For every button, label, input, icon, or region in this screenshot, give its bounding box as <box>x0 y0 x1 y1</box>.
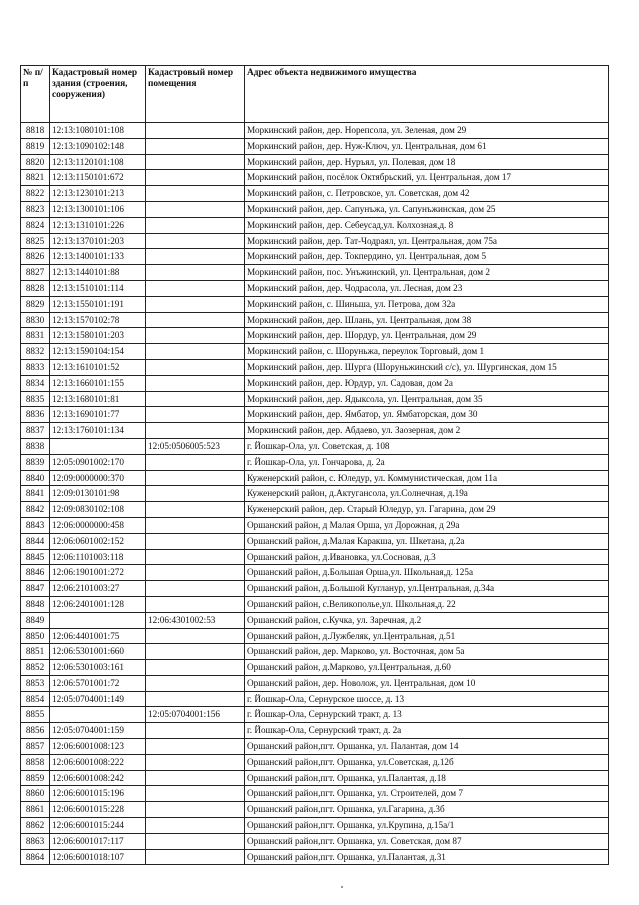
cell-num: 8842 <box>21 502 50 518</box>
cell-num: 8848 <box>21 596 50 612</box>
cell-address: г. Йошкар-Ола, ул. Гончарова, д. 2а <box>245 454 609 470</box>
table-row <box>21 754 609 770</box>
table-row <box>21 138 609 154</box>
cell-address: Оршанский район,пгт. Оршанка, ул.Крупина, д.15а/1 <box>245 818 609 834</box>
cell-num: 8846 <box>21 565 50 581</box>
cell-num: 8840 <box>21 470 50 486</box>
table-row <box>21 296 609 312</box>
cell-num: 8845 <box>21 549 50 565</box>
table-row <box>21 818 609 834</box>
cell-num: 8831 <box>21 328 50 344</box>
cell-address: Оршанский район, д Малая Орша, ул Дорожная, д 29а <box>245 517 609 533</box>
cell-room-cadastral <box>146 375 245 391</box>
cell-address: Моркинский район, посёлок Октябрьский, ул. Центральная, дом 17 <box>245 170 609 186</box>
cell-address: Моркинский район, дер. Чодрасола, ул. Лесная, дом 23 <box>245 280 609 296</box>
cell-num: 8847 <box>21 581 50 597</box>
cell-num: 8844 <box>21 533 50 549</box>
cell-address: Моркинский район, дер. Токпердино, ул. Центральная, дом 5 <box>245 249 609 265</box>
cell-room-cadastral <box>146 454 245 470</box>
cell-num: 8833 <box>21 359 50 375</box>
cell-num: 8834 <box>21 375 50 391</box>
cell-room-cadastral <box>146 660 245 676</box>
table-row <box>21 770 609 786</box>
cell-address: г. Йошкар-Ола, ул. Советская, д. 108 <box>245 438 609 454</box>
cell-address: Оршанский район, д.Марково, ул.Центральная, д.60 <box>245 660 609 676</box>
table-row <box>21 628 609 644</box>
cell-room-cadastral <box>146 754 245 770</box>
cell-address: Моркинский район, дер. Норепсола, ул. Зеленая, дом 29 <box>245 123 609 139</box>
cell-room-cadastral <box>146 533 245 549</box>
table-row <box>21 359 609 375</box>
cell-room-cadastral <box>146 328 245 344</box>
cell-room-cadastral <box>146 565 245 581</box>
cell-address: Моркинский район, дер. Тат-Чодраял, ул. Центральная, дом 75а <box>245 233 609 249</box>
cell-num: 8825 <box>21 233 50 249</box>
cell-address: г. Йошкар-Ола, Сернурский тракт, д. 13 <box>245 707 609 723</box>
cell-num: 8820 <box>21 154 50 170</box>
cell-building-cadastral: 12:13:1080101:108 <box>50 123 146 139</box>
cell-address: Моркинский район, дер. Ядыксола, ул. Центральная, дом 35 <box>245 391 609 407</box>
cell-building-cadastral: 12:06:2101003:27 <box>50 581 146 597</box>
table-row <box>21 280 609 296</box>
cell-num: 8862 <box>21 818 50 834</box>
cell-address: Оршанский район, дер. Марково, ул. Восточная, дом 5а <box>245 644 609 660</box>
cell-address: Моркинский район, с. Шоруньжа, переулок Торговый, дом 1 <box>245 344 609 360</box>
cell-room-cadastral <box>146 280 245 296</box>
cell-address: Оршанский район,пгт. Оршанка, ул. Советская, дом 87 <box>245 833 609 849</box>
cell-num: 8856 <box>21 723 50 739</box>
cell-room-cadastral <box>146 644 245 660</box>
cell-num: 8838 <box>21 438 50 454</box>
scan-speck <box>341 886 343 888</box>
cell-building-cadastral: 12:13:1660101:155 <box>50 375 146 391</box>
cell-building-cadastral: 12:06:6001008:222 <box>50 754 146 770</box>
cell-building-cadastral: 12:06:1901001:272 <box>50 565 146 581</box>
table-row <box>21 533 609 549</box>
cell-num: 8832 <box>21 344 50 360</box>
cell-num: 8841 <box>21 486 50 502</box>
cell-address: Куженерский район, дер. Старый Юледур, ул. Гагарина, дом 29 <box>245 502 609 518</box>
cell-num: 8858 <box>21 754 50 770</box>
table-row <box>21 438 609 454</box>
table-row <box>21 233 609 249</box>
cell-room-cadastral <box>146 265 245 281</box>
table-row <box>21 217 609 233</box>
table-row <box>21 170 609 186</box>
cell-building-cadastral: 12:13:1120101:108 <box>50 154 146 170</box>
cell-address: Моркинский район, пос. Унъжинский, ул. Центральная, дом 2 <box>245 265 609 281</box>
cell-num: 8849 <box>21 612 50 628</box>
cell-building-cadastral: 12:06:6001008:242 <box>50 770 146 786</box>
header-row <box>21 66 609 123</box>
cell-address: Моркинский район, дер. Нуръял, ул. Полевая, дом 18 <box>245 154 609 170</box>
table-row <box>21 581 609 597</box>
table-row <box>21 723 609 739</box>
cell-building-cadastral: 12:06:6001008:123 <box>50 739 146 755</box>
cell-address: Оршанский район,пгт. Оршанка, ул.Палантая, д.18 <box>245 770 609 786</box>
table-row <box>21 691 609 707</box>
cell-address: Моркинский район, дер. Ямбатор, ул. Ямбаторская, дом 30 <box>245 407 609 423</box>
cell-address: г. Йошкар-Ола, Сернурский тракт, д. 2а <box>245 723 609 739</box>
cell-building-cadastral: 12:13:1690101:77 <box>50 407 146 423</box>
cell-address: Оршанский район, д.Малая Каракша, ул. Шкетана, д.2а <box>245 533 609 549</box>
table-row <box>21 186 609 202</box>
cell-room-cadastral <box>146 296 245 312</box>
cell-building-cadastral: 12:06:4401001:75 <box>50 628 146 644</box>
table-row <box>21 739 609 755</box>
table-row <box>21 644 609 660</box>
cell-building-cadastral: 12:05:0901002:170 <box>50 454 146 470</box>
cell-building-cadastral: 12:06:1101003:118 <box>50 549 146 565</box>
cell-address: Куженерский район, с. Юледур, ул. Коммунистическая, дом 11а <box>245 470 609 486</box>
cell-building-cadastral: 12:09:0130101:98 <box>50 486 146 502</box>
cell-building-cadastral: 12:13:1300101:106 <box>50 201 146 217</box>
table-row <box>21 312 609 328</box>
cell-room-cadastral <box>146 233 245 249</box>
cell-room-cadastral: 12:05:0506005:523 <box>146 438 245 454</box>
cell-num: 8824 <box>21 217 50 233</box>
cell-room-cadastral <box>146 833 245 849</box>
cell-address: Моркинский район, дер. Сапунъжа, ул. Сапунъжинская, дом 25 <box>245 201 609 217</box>
cell-building-cadastral: 12:13:1680101:81 <box>50 391 146 407</box>
cell-building-cadastral: 12:06:6001015:244 <box>50 818 146 834</box>
cell-building-cadastral: 12:06:6001015:196 <box>50 786 146 802</box>
cell-building-cadastral: 12:13:1760101:134 <box>50 423 146 439</box>
cell-building-cadastral: 12:06:2401001:128 <box>50 596 146 612</box>
table-header <box>21 66 609 123</box>
cell-room-cadastral <box>146 217 245 233</box>
cell-room-cadastral <box>146 138 245 154</box>
cell-room-cadastral <box>146 359 245 375</box>
cell-building-cadastral: 12:13:1510101:114 <box>50 280 146 296</box>
cell-address: Оршанский район, д.Ивановка, ул.Сосновая, д.3 <box>245 549 609 565</box>
cell-room-cadastral: 12:06:4301002:53 <box>146 612 245 628</box>
table-row <box>21 833 609 849</box>
cell-building-cadastral: 12:13:1590104:154 <box>50 344 146 360</box>
cell-num: 8864 <box>21 849 50 865</box>
cell-building-cadastral <box>50 707 146 723</box>
cell-building-cadastral: 12:13:1570102:78 <box>50 312 146 328</box>
cell-num: 8821 <box>21 170 50 186</box>
cell-num: 8819 <box>21 138 50 154</box>
table-row <box>21 802 609 818</box>
table-row <box>21 565 609 581</box>
cell-building-cadastral: 12:06:5301003:161 <box>50 660 146 676</box>
cell-address: Моркинский район, дер. Шордур, ул. Центральная, дом 29 <box>245 328 609 344</box>
cell-room-cadastral <box>146 549 245 565</box>
cell-num: 8823 <box>21 201 50 217</box>
cell-room-cadastral <box>146 849 245 865</box>
cell-address: Моркинский район, дер. Нуж-Ключ, ул. Центральная, дом 61 <box>245 138 609 154</box>
cell-num: 8860 <box>21 786 50 802</box>
cell-room-cadastral <box>146 770 245 786</box>
table-row <box>21 154 609 170</box>
cell-building-cadastral: 12:05:0704001:149 <box>50 691 146 707</box>
cell-room-cadastral <box>146 517 245 533</box>
cell-room-cadastral <box>146 344 245 360</box>
table-row <box>21 612 609 628</box>
cell-building-cadastral: 12:13:1230101:213 <box>50 186 146 202</box>
cell-room-cadastral <box>146 581 245 597</box>
cell-num: 8851 <box>21 644 50 660</box>
cell-num: 8863 <box>21 833 50 849</box>
cell-building-cadastral: 12:13:1550101:191 <box>50 296 146 312</box>
cell-address: Оршанский район, д.Большая Орша,ул. Школьная,д. 125а <box>245 565 609 581</box>
cell-num: 8835 <box>21 391 50 407</box>
table-row <box>21 407 609 423</box>
cell-num: 8818 <box>21 123 50 139</box>
cell-num: 8853 <box>21 675 50 691</box>
cell-num: 8852 <box>21 660 50 676</box>
cell-room-cadastral <box>146 486 245 502</box>
cell-building-cadastral: 12:13:1370101:203 <box>50 233 146 249</box>
table-row <box>21 675 609 691</box>
cell-address: Оршанский район, д.Большой Кугланур, ул.Центральная, д.34а <box>245 581 609 597</box>
table-row <box>21 549 609 565</box>
cell-room-cadastral <box>146 470 245 486</box>
cell-address: Оршанский район,пгт. Оршанка, ул.Гагарина, д.3б <box>245 802 609 818</box>
cell-building-cadastral: 12:13:1150101:672 <box>50 170 146 186</box>
cell-room-cadastral <box>146 407 245 423</box>
cell-num: 8836 <box>21 407 50 423</box>
cell-address: Оршанский район, с.Великополье,ул. Школьная,д. 22 <box>245 596 609 612</box>
cell-room-cadastral <box>146 423 245 439</box>
cell-address: Моркинский район, с. Петровское, ул. Советская, дом 42 <box>245 186 609 202</box>
cell-address: Оршанский район, д.Лужбеляк, ул.Центральная, д.51 <box>245 628 609 644</box>
header-address: Адрес объекта недвижимого имущества <box>245 66 609 123</box>
cell-num: 8843 <box>21 517 50 533</box>
cell-room-cadastral: 12:05:0704001:156 <box>146 707 245 723</box>
cell-room-cadastral <box>146 249 245 265</box>
table-row <box>21 344 609 360</box>
table-row <box>21 249 609 265</box>
cell-num: 8855 <box>21 707 50 723</box>
table-row <box>21 265 609 281</box>
property-register-table <box>20 65 609 865</box>
cell-num: 8839 <box>21 454 50 470</box>
cell-room-cadastral <box>146 628 245 644</box>
cell-building-cadastral: 12:06:0601002:152 <box>50 533 146 549</box>
cell-address: г. Йошкар-Ола, Сернурское шоссе, д. 13 <box>245 691 609 707</box>
table-row <box>21 391 609 407</box>
table-row <box>21 707 609 723</box>
table-row <box>21 454 609 470</box>
cell-building-cadastral: 12:06:5701001:72 <box>50 675 146 691</box>
cell-building-cadastral: 12:13:1580101:203 <box>50 328 146 344</box>
table-row <box>21 660 609 676</box>
table-row <box>21 328 609 344</box>
cell-building-cadastral: 12:06:0000000:458 <box>50 517 146 533</box>
cell-room-cadastral <box>146 201 245 217</box>
cell-building-cadastral: 12:06:6001018:107 <box>50 849 146 865</box>
cell-building-cadastral: 12:05:0704001:159 <box>50 723 146 739</box>
table-body <box>21 123 609 865</box>
table-row <box>21 375 609 391</box>
cell-num: 8859 <box>21 770 50 786</box>
cell-building-cadastral: 12:13:1440101:88 <box>50 265 146 281</box>
table-row <box>21 517 609 533</box>
table-row <box>21 786 609 802</box>
cell-room-cadastral <box>146 170 245 186</box>
cell-room-cadastral <box>146 802 245 818</box>
cell-room-cadastral <box>146 739 245 755</box>
cell-building-cadastral: 12:13:1610101:52 <box>50 359 146 375</box>
header-building-cadastral: Кадастровый номер здания (строения, сооружения) <box>50 66 146 123</box>
cell-room-cadastral <box>146 596 245 612</box>
table-row <box>21 486 609 502</box>
cell-num: 8829 <box>21 296 50 312</box>
cell-building-cadastral: 12:06:5301001:660 <box>50 644 146 660</box>
cell-num: 8826 <box>21 249 50 265</box>
table-row <box>21 470 609 486</box>
cell-address: Оршанский район,пгт. Оршанка, ул.Советская, д.12б <box>245 754 609 770</box>
cell-num: 8828 <box>21 280 50 296</box>
cell-num: 8850 <box>21 628 50 644</box>
cell-num: 8854 <box>21 691 50 707</box>
header-num: № п/п <box>21 66 50 123</box>
cell-room-cadastral <box>146 691 245 707</box>
cell-address: Моркинский район, дер. Шурга (Шоруньжинский с/с), ул. Шургинская, дом 15 <box>245 359 609 375</box>
cell-num: 8830 <box>21 312 50 328</box>
cell-address: Моркинский район, дер. Шлань, ул. Центральная, дом 38 <box>245 312 609 328</box>
cell-room-cadastral <box>146 818 245 834</box>
cell-address: Оршанский район,пгт. Оршанка, ул. Строителей, дом 7 <box>245 786 609 802</box>
table-row <box>21 849 609 865</box>
cell-building-cadastral: 12:09:0000000:370 <box>50 470 146 486</box>
cell-num: 8857 <box>21 739 50 755</box>
table-row <box>21 502 609 518</box>
cell-room-cadastral <box>146 123 245 139</box>
cell-building-cadastral: 12:13:1310101:226 <box>50 217 146 233</box>
cell-address: Моркинский район, дер. Абдаево, ул. Заозерная, дом 2 <box>245 423 609 439</box>
cell-address: Куженерский район, д.Актугансола, ул.Солнечная, д.19а <box>245 486 609 502</box>
cell-room-cadastral <box>146 675 245 691</box>
cell-building-cadastral <box>50 438 146 454</box>
cell-room-cadastral <box>146 786 245 802</box>
table-row <box>21 201 609 217</box>
cell-building-cadastral: 12:13:1400101:133 <box>50 249 146 265</box>
cell-building-cadastral <box>50 612 146 628</box>
cell-building-cadastral: 12:09:0830102:108 <box>50 502 146 518</box>
cell-room-cadastral <box>146 154 245 170</box>
cell-address: Оршанский район,пгт. Оршанка, ул. Палантая, дом 14 <box>245 739 609 755</box>
cell-address: Моркинский район, с. Шиньша, ул. Петрова, дом 32а <box>245 296 609 312</box>
cell-address: Моркинский район, дер. Юрдур, ул. Садовая, дом 2а <box>245 375 609 391</box>
cell-room-cadastral <box>146 723 245 739</box>
cell-room-cadastral <box>146 312 245 328</box>
cell-room-cadastral <box>146 391 245 407</box>
cell-address: Оршанский район, с.Кучка, ул. Заречная, д.2 <box>245 612 609 628</box>
cell-address: Оршанский район,пгт. Оршанка, ул.Палантая, д.31 <box>245 849 609 865</box>
header-room-cadastral: Кадастровый номер помещения <box>146 66 245 123</box>
table-row <box>21 596 609 612</box>
cell-num: 8861 <box>21 802 50 818</box>
cell-address: Моркинский район, дер. Себеусад,ул. Колхозная,д. 8 <box>245 217 609 233</box>
cell-num: 8827 <box>21 265 50 281</box>
cell-address: Оршанский район, дер. Новолож, ул. Центральная, дом 10 <box>245 675 609 691</box>
cell-building-cadastral: 12:06:6001017:117 <box>50 833 146 849</box>
cell-room-cadastral <box>146 502 245 518</box>
cell-num: 8837 <box>21 423 50 439</box>
cell-room-cadastral <box>146 186 245 202</box>
cell-building-cadastral: 12:13:1090102:148 <box>50 138 146 154</box>
cell-building-cadastral: 12:06:6001015:228 <box>50 802 146 818</box>
table-row <box>21 123 609 139</box>
cell-num: 8822 <box>21 186 50 202</box>
table-row <box>21 423 609 439</box>
